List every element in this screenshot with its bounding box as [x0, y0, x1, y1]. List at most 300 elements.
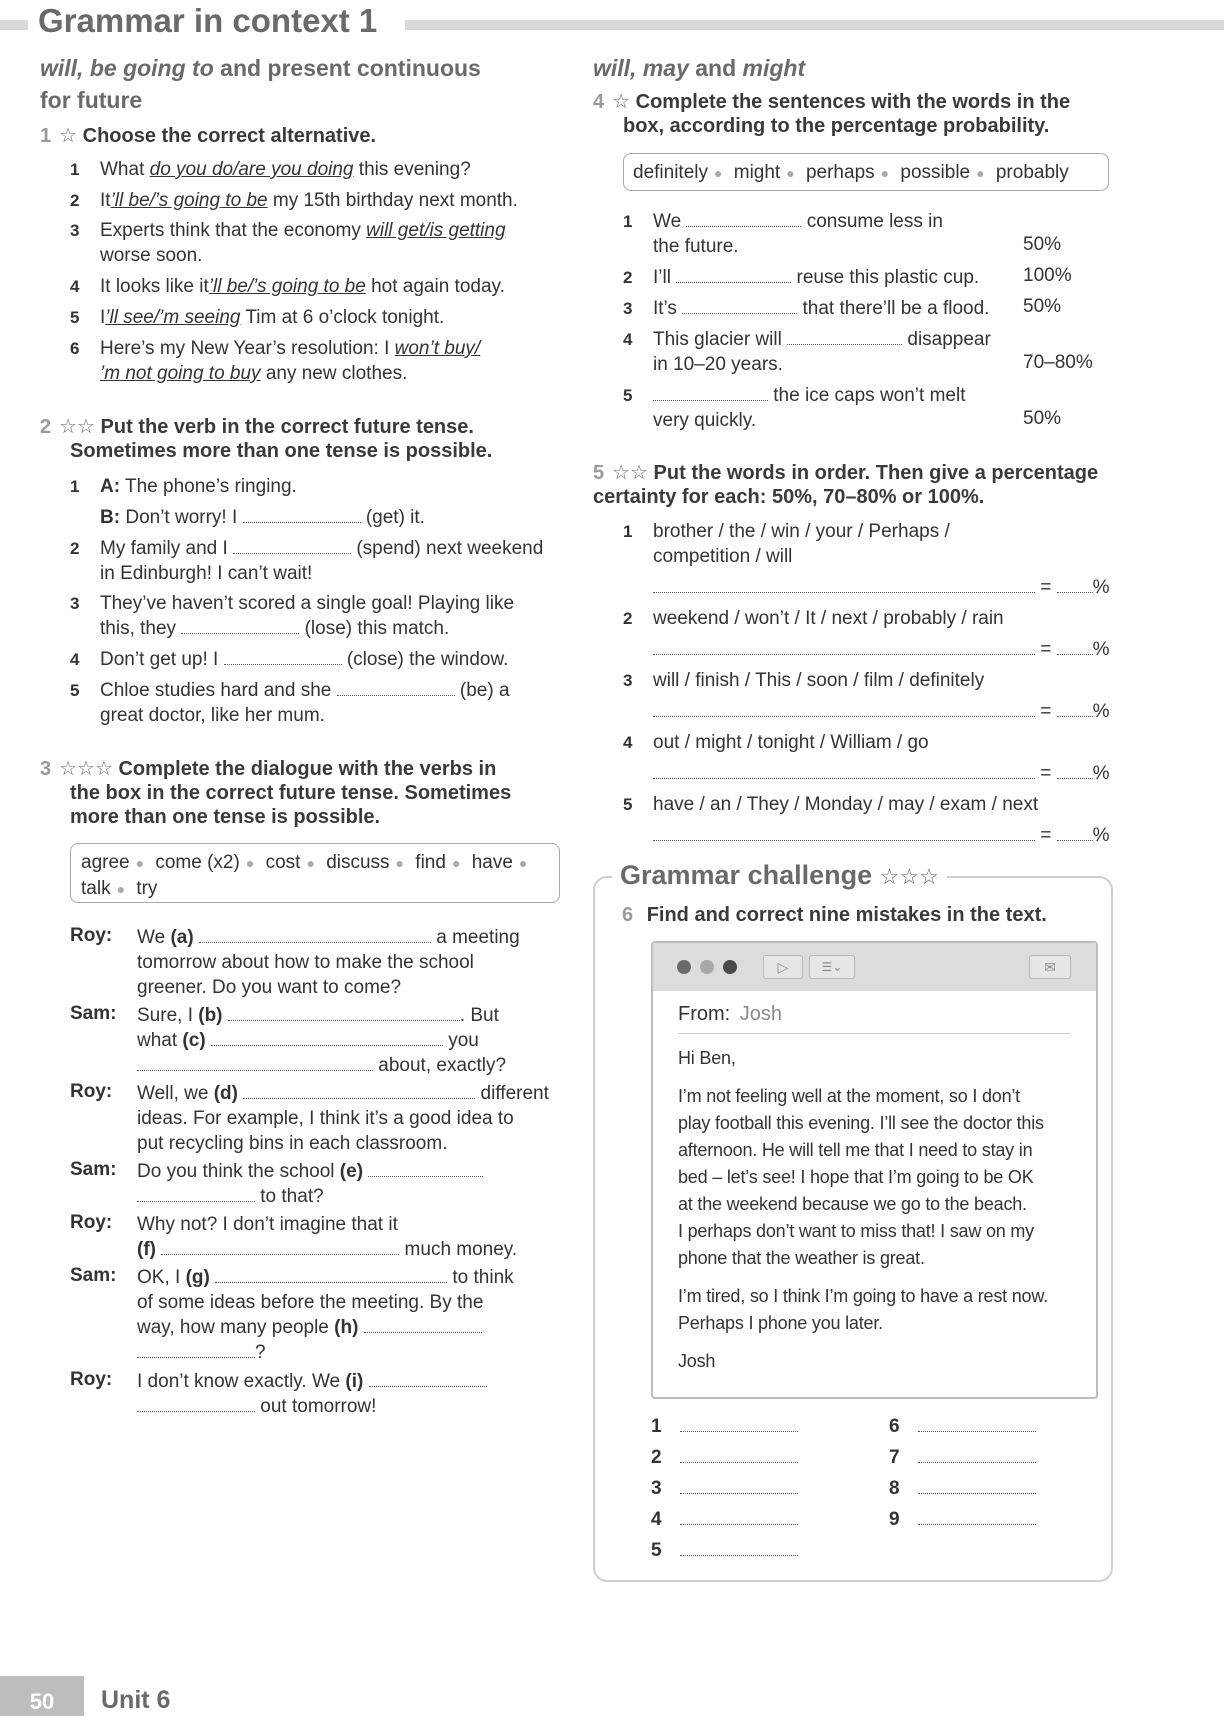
ex5-item-4	[623, 730, 1123, 755]
blank-label: (i)	[345, 1371, 364, 1392]
section-heading-right-part3: might	[742, 55, 806, 81]
dialogue-line-6	[137, 1265, 567, 1365]
bullet-icon: ●	[786, 165, 795, 181]
item-text: The phone’s ringing.	[120, 476, 297, 497]
choice-alternatives[interactable]: ’ll be/’s going to be	[208, 276, 366, 297]
item-number: 3	[70, 221, 80, 240]
page-number: 50	[0, 1676, 84, 1716]
exercise-1-number: 1	[40, 125, 52, 147]
ex4-item-2	[623, 265, 1013, 290]
ex2-item-1b	[70, 505, 570, 530]
correction-blank[interactable]	[680, 1510, 798, 1525]
ex1-item-5	[70, 305, 560, 330]
item-number: 2	[70, 539, 80, 558]
format-menu-icon[interactable]: ☰⌄	[809, 955, 855, 979]
section-heading-right-part1: will, may	[593, 55, 689, 81]
ex5-item-1	[623, 519, 1123, 569]
correction-blank[interactable]	[680, 1448, 798, 1463]
correction-blank[interactable]	[680, 1479, 798, 1494]
challenge-title-text: Grammar challenge	[620, 860, 873, 890]
correction-line-7	[889, 1445, 1036, 1470]
word-box-item: find	[415, 852, 446, 873]
answer-blank[interactable]	[181, 619, 299, 634]
ex4-item-4	[623, 327, 1013, 377]
answer-blank[interactable]	[653, 764, 1035, 779]
dialogue-text: put recycling bins in each classroom.	[137, 1133, 448, 1154]
ex2-item-1	[70, 474, 570, 499]
dialogue-line-5	[137, 1212, 567, 1262]
percent-blank[interactable]	[1057, 826, 1093, 841]
item-number: 4	[623, 330, 633, 349]
speaker-sam: Sam:	[70, 1159, 117, 1180]
dialogue-text: what	[137, 1030, 183, 1051]
choice-alternatives[interactable]: won’t buy/	[394, 338, 481, 359]
word-box-item: have	[471, 852, 513, 873]
item-text: Experts think that the economy	[100, 220, 367, 241]
speaker-a: A:	[100, 476, 121, 497]
blank-label: (a)	[170, 927, 194, 948]
dialogue-text: to think	[447, 1267, 514, 1288]
dialogue-text: ?	[255, 1342, 266, 1363]
dialogue-text: about, exactly?	[373, 1055, 507, 1076]
correction-number: 1	[651, 1416, 662, 1437]
bullet-icon: ●	[395, 855, 405, 871]
email-paragraph-2	[678, 1283, 1088, 1337]
speaker-b: B:	[100, 507, 121, 528]
correction-blank[interactable]	[918, 1479, 1036, 1494]
choice-alternatives[interactable]: will get/is getting	[366, 220, 506, 241]
bullet-icon: ●	[135, 855, 145, 871]
correction-line-1	[651, 1414, 798, 1439]
email-toolbar	[653, 943, 1096, 991]
dialogue-text: Well, we	[137, 1083, 214, 1104]
bullet-icon: ●	[714, 165, 723, 181]
answer-blank[interactable]	[676, 268, 791, 283]
word-box-item: cost	[265, 852, 301, 873]
dialogue-line-3	[137, 1081, 577, 1156]
exercise-3-text: Complete the dialogue with the verbs in	[118, 758, 497, 780]
dialogue-text: greener. Do you want to come?	[137, 977, 402, 998]
blank-label: (h)	[334, 1317, 359, 1338]
answer-blank[interactable]	[364, 1318, 482, 1333]
dialogue-text: . But	[459, 1005, 499, 1026]
choice-alternatives[interactable]: ’ll see/’m seeing	[105, 307, 241, 328]
email-line: at the weekend because we go to the beach.	[678, 1194, 1027, 1214]
section-heading-left-part1: will, be going to	[40, 55, 214, 81]
correction-blank[interactable]	[918, 1417, 1036, 1432]
answer-blank[interactable]	[787, 330, 902, 345]
exercise-1-instruction	[40, 124, 560, 148]
correction-blank[interactable]	[680, 1541, 798, 1556]
dialogue-text: to that?	[255, 1186, 324, 1207]
ex5-answer-line-3	[653, 699, 1123, 724]
bullet-icon: ●	[518, 855, 528, 871]
item-number: 5	[623, 795, 633, 814]
correction-number: 8	[889, 1478, 900, 1499]
correction-blank[interactable]	[680, 1417, 798, 1432]
send-icon[interactable]: ▷	[763, 955, 803, 979]
item-text: My family and I	[100, 538, 234, 559]
probability-value: 50%	[1023, 408, 1062, 429]
email-signoff: Josh	[678, 1351, 716, 1371]
exercise-2-text-cont: Sometimes more than one tense is possible.	[70, 440, 493, 462]
percent-blank[interactable]	[1057, 764, 1093, 779]
email-from-row	[678, 995, 1070, 1034]
email-line: I perhaps don’t want to miss that! I saw on my	[678, 1221, 1034, 1241]
section-heading-left	[40, 52, 560, 116]
section-heading-left-part3: for future	[40, 87, 143, 113]
answer-blank[interactable]	[211, 1031, 443, 1046]
item-text: disappear	[902, 329, 991, 350]
item-text: Tim at 6 o’clock tonight.	[240, 307, 445, 328]
equals-sign: =	[1040, 701, 1052, 722]
speaker-sam: Sam:	[70, 1003, 117, 1024]
answer-blank[interactable]	[653, 702, 1035, 717]
exercise-5-instruction	[593, 461, 1153, 509]
dialogue-text: a meeting	[430, 927, 520, 948]
answer-blank[interactable]	[228, 1006, 460, 1021]
item-text: out / might / tonight / William / go	[653, 732, 929, 753]
bullet-icon: ●	[976, 165, 985, 181]
correction-line-4	[651, 1507, 798, 1532]
email-line: afternoon. He will tell me that I need to stay in	[678, 1140, 1033, 1160]
item-text: that there’ll be a flood.	[797, 298, 990, 319]
dialogue-line-4	[137, 1159, 567, 1209]
window-dot-icon	[700, 960, 714, 974]
exercise-4-text: Complete the sentences with the words in the	[635, 91, 1071, 113]
item-text-cont: any new clothes.	[260, 363, 408, 384]
item-text: Don’t get up! I	[100, 649, 224, 670]
choice-alternatives-cont[interactable]: ’m not going to buy	[100, 363, 261, 384]
item-number: 2	[623, 268, 633, 287]
answer-blank[interactable]	[243, 508, 361, 523]
percent-sign: %	[1092, 701, 1110, 722]
correction-blank[interactable]	[918, 1510, 1036, 1525]
email-greeting: Hi Ben,	[678, 1048, 736, 1068]
ex4-item-1	[623, 209, 983, 259]
exercise-3-text-cont: the box in the correct future tense. Sometimes	[70, 782, 512, 804]
star-icon: ☆	[59, 125, 78, 147]
answer-blank[interactable]	[369, 1372, 487, 1387]
speaker-roy: Roy:	[70, 1081, 113, 1102]
bullet-icon: ●	[880, 165, 890, 181]
word-box-item: agree	[81, 852, 130, 873]
dialogue-text: ideas. For example, I think it’s a good idea to	[137, 1108, 514, 1129]
item-text: It looks like it	[100, 276, 209, 297]
from-label: From:	[678, 1003, 731, 1025]
item-text: It’s	[653, 298, 683, 319]
item-text: This glacier will	[653, 329, 788, 350]
item-text: consume less in	[801, 211, 943, 232]
answer-blank[interactable]	[653, 386, 768, 401]
item-text: I’ll	[653, 267, 677, 288]
dialogue-text: different	[475, 1083, 549, 1104]
ex3-word-box	[70, 843, 560, 903]
item-text: have / an / They / Monday / may / exam / next	[653, 794, 1039, 815]
answer-blank[interactable]	[653, 826, 1035, 841]
dialogue-text: Do you think the school	[137, 1161, 340, 1182]
dialogue-text: out tomorrow!	[255, 1396, 377, 1417]
percent-blank[interactable]	[1057, 702, 1093, 717]
correction-number: 2	[651, 1447, 662, 1468]
item-text-cont: the future.	[653, 236, 739, 257]
correction-line-2	[651, 1445, 798, 1470]
equals-sign: =	[1040, 577, 1052, 598]
correction-line-9	[889, 1507, 1036, 1532]
exercise-5-number: 5	[593, 462, 605, 484]
answer-blank[interactable]	[161, 1240, 399, 1255]
dialogue-text: We	[137, 927, 171, 948]
answer-blank[interactable]	[224, 650, 342, 665]
word-box-item: discuss	[326, 852, 390, 873]
ex4-item-3	[623, 296, 1018, 321]
exercise-4-text-cont: box, according to the percentage probability.	[623, 115, 1050, 137]
dialogue-text: way, how many people	[137, 1317, 335, 1338]
section-heading-left-part2: and present continuous	[213, 55, 481, 81]
item-text: (spend) next weekend	[351, 538, 544, 559]
percent-blank[interactable]	[1057, 640, 1093, 655]
answer-blank[interactable]	[137, 1056, 373, 1071]
email-line: I’m tired, so I think I’m going to have a rest now.	[678, 1286, 1048, 1306]
item-text-cont: very quickly.	[653, 410, 757, 431]
exercise-2-number: 2	[40, 416, 52, 438]
bullet-icon: ●	[306, 855, 315, 871]
item-text-cont: in Edinburgh! I can’t wait!	[100, 563, 313, 584]
dialogue-text: tomorrow about how to make the school	[137, 952, 474, 973]
word-box-item: try	[136, 878, 158, 899]
email-line: I’m not feeling well at the moment, so I don’t	[678, 1086, 1020, 1106]
ex1-item-4	[70, 274, 560, 299]
answer-blank[interactable]	[199, 928, 431, 943]
item-text: I	[100, 307, 106, 328]
percent-sign: %	[1092, 639, 1110, 660]
word-box-item: definitely	[633, 162, 708, 183]
choice-alternatives[interactable]: do you do/are you doing	[149, 159, 354, 180]
ex5-answer-line-2	[653, 637, 1123, 662]
answer-blank[interactable]	[137, 1397, 255, 1412]
three-stars-icon: ☆☆☆	[59, 758, 113, 780]
item-text: (be) a	[454, 680, 510, 701]
ex1-item-3	[70, 218, 560, 268]
ex5-answer-line-1	[653, 575, 1123, 600]
item-number: 5	[70, 681, 80, 700]
ex2-item-2	[70, 536, 570, 586]
answer-blank[interactable]	[653, 578, 1035, 593]
ex5-item-2	[623, 606, 1123, 631]
item-text: reuse this plastic cup.	[791, 267, 980, 288]
item-text: We	[653, 211, 687, 232]
dialogue-line-2	[137, 1003, 567, 1078]
exercise-1-text: Choose the correct alternative.	[82, 125, 377, 147]
item-text-cont: competition / will	[653, 546, 793, 567]
correction-blank[interactable]	[918, 1448, 1036, 1463]
item-number: 5	[70, 308, 80, 327]
blank-label: (c)	[182, 1030, 206, 1051]
answer-blank[interactable]	[215, 1268, 447, 1283]
word-box-item: talk	[81, 878, 111, 899]
ex2-item-4	[70, 647, 570, 672]
item-text-cont: great doctor, like her mum.	[100, 705, 325, 726]
section-heading-right-part2: and	[688, 55, 743, 81]
dialogue-line-7	[137, 1369, 567, 1419]
answer-blank[interactable]	[368, 1162, 483, 1177]
exercise-2-instruction	[40, 415, 580, 463]
item-number: 4	[70, 277, 80, 296]
correction-number: 6	[889, 1416, 900, 1437]
item-text: Don’t worry! I	[120, 507, 243, 528]
item-number: 2	[70, 191, 80, 210]
speaker-roy: Roy:	[70, 925, 113, 946]
percent-sign: %	[1092, 763, 1110, 784]
item-text: (close) the window.	[341, 649, 509, 670]
ex5-answer-line-5	[653, 823, 1123, 848]
item-text-cont: worse soon.	[100, 245, 203, 266]
dialogue-text: I don’t know exactly. We	[137, 1371, 346, 1392]
percent-blank[interactable]	[1057, 578, 1093, 593]
item-text: this, they	[100, 618, 182, 639]
answer-blank[interactable]	[682, 299, 797, 314]
item-number: 1	[623, 522, 633, 541]
blank-label: (d)	[213, 1083, 238, 1104]
section-heading-right	[593, 52, 1153, 84]
exercise-3-number: 3	[40, 758, 52, 780]
exercise-6-text: Find and correct nine mistakes in the text.	[646, 904, 1047, 926]
exercise-3-text-cont: more than one tense is possible.	[70, 806, 381, 828]
bullet-icon: ●	[245, 855, 255, 871]
item-text: Chloe studies hard and she	[100, 680, 337, 701]
item-text: this evening?	[353, 159, 471, 180]
item-text: my 15th birthday next month.	[267, 190, 518, 211]
item-text: What	[100, 159, 150, 180]
window-dot-icon	[677, 960, 691, 974]
correction-line-8	[889, 1476, 1036, 1501]
blank-label: (f)	[137, 1239, 156, 1260]
item-number: 1	[70, 477, 80, 496]
item-number: 6	[70, 339, 80, 358]
dialogue-text: of some ideas before the meeting. By the	[137, 1292, 484, 1313]
from-value: Josh	[739, 1003, 783, 1025]
email-line: phone that the weather is great.	[678, 1248, 925, 1268]
exercise-4-number: 4	[593, 91, 605, 113]
ex5-item-5	[623, 792, 1123, 817]
item-number: 1	[70, 160, 80, 179]
email-line: play football this evening. I’ll see the doctor this	[678, 1113, 1044, 1133]
equals-sign: =	[1040, 763, 1052, 784]
exercise-2-text: Put the verb in the correct future tense.	[100, 416, 474, 438]
answer-blank[interactable]	[337, 681, 455, 696]
ex2-item-3	[70, 591, 570, 641]
exercise-3-instruction	[40, 757, 580, 829]
star-icon: ☆	[612, 91, 631, 113]
page-title: Grammar in context 1	[38, 2, 378, 39]
speaker-roy: Roy:	[70, 1369, 113, 1390]
dialogue-text: you	[442, 1030, 479, 1051]
three-stars-icon: ☆☆☆	[879, 864, 939, 889]
item-number: 3	[623, 299, 633, 318]
exercise-5-text-cont: certainty for each: 50%, 70–80% or 100%.	[593, 486, 985, 508]
answer-blank[interactable]	[137, 1187, 255, 1202]
answer-blank[interactable]	[686, 212, 801, 227]
word-box-item: come (x2)	[155, 852, 240, 873]
unit-label: Unit 6	[101, 1686, 171, 1714]
exercise-5-text: Put the words in order. Then give a percentage	[653, 462, 1099, 484]
probability-value: 50%	[1023, 234, 1062, 255]
answer-blank[interactable]	[233, 539, 351, 554]
word-box-item: perhaps	[805, 162, 875, 183]
item-number: 1	[623, 212, 633, 231]
exercise-4-instruction	[593, 90, 1133, 138]
email-window	[651, 941, 1098, 1399]
correction-number: 3	[651, 1478, 662, 1499]
item-text: brother / the / win / your / Perhaps /	[653, 521, 950, 542]
envelope-icon[interactable]: ✉	[1029, 955, 1071, 979]
item-text: weekend / won’t / It / next / probably / rain	[653, 608, 1004, 629]
item-number: 3	[623, 671, 633, 690]
ex4-item-5	[623, 383, 1013, 433]
item-number: 4	[70, 650, 80, 669]
bullet-icon: ●	[116, 881, 126, 897]
item-number: 2	[623, 609, 633, 628]
item-number: 3	[70, 594, 80, 613]
item-text: (get) it.	[360, 507, 425, 528]
two-stars-icon: ☆☆	[59, 416, 95, 438]
ex1-item-6	[70, 336, 560, 386]
email-body	[678, 1045, 1088, 1375]
word-box-item: might	[733, 162, 781, 183]
speaker-sam: Sam:	[70, 1265, 117, 1286]
correction-line-6	[889, 1414, 1036, 1439]
ex1-item-2	[70, 188, 560, 213]
ex1-item-1	[70, 157, 560, 182]
header-rule-right	[405, 20, 1224, 30]
header-rule-left	[0, 20, 28, 30]
answer-blank[interactable]	[653, 640, 1035, 655]
dialogue-text: Sure, I	[137, 1005, 199, 1026]
two-stars-icon: ☆☆	[612, 462, 648, 484]
answer-blank[interactable]	[243, 1084, 475, 1099]
probability-value: 100%	[1023, 265, 1072, 286]
item-text: the ice caps won’t melt	[768, 385, 966, 406]
blank-label: (b)	[198, 1005, 223, 1026]
item-text: will / finish / This / soon / film / definitely	[653, 670, 985, 691]
ex5-answer-line-4	[653, 761, 1123, 786]
bullet-icon: ●	[451, 855, 461, 871]
item-number: 4	[623, 733, 633, 752]
blank-label: (e)	[339, 1161, 364, 1182]
equals-sign: =	[1040, 639, 1052, 660]
choice-alternatives[interactable]: ’ll be/’s going to be	[110, 190, 268, 211]
dialogue-text: Why not? I don’t imagine that it	[137, 1214, 398, 1235]
probability-value: 70–80%	[1023, 352, 1093, 373]
item-text: (lose) this match.	[299, 618, 450, 639]
grammar-challenge-title	[612, 860, 947, 891]
percent-sign: %	[1092, 577, 1110, 598]
word-box-item: possible	[900, 162, 971, 183]
dialogue-line-1	[137, 925, 567, 1000]
window-dot-icon	[723, 960, 737, 974]
probability-value: 50%	[1023, 296, 1062, 317]
percent-sign: %	[1092, 825, 1110, 846]
correction-number: 9	[889, 1509, 900, 1530]
correction-number: 5	[651, 1540, 662, 1561]
exercise-6-instruction	[622, 903, 1102, 927]
answer-blank[interactable]	[137, 1343, 255, 1358]
speaker-roy: Roy:	[70, 1212, 113, 1233]
item-text: It	[100, 190, 111, 211]
item-text-cont: in 10–20 years.	[653, 354, 783, 375]
correction-number: 7	[889, 1447, 900, 1468]
correction-line-5	[651, 1538, 798, 1563]
